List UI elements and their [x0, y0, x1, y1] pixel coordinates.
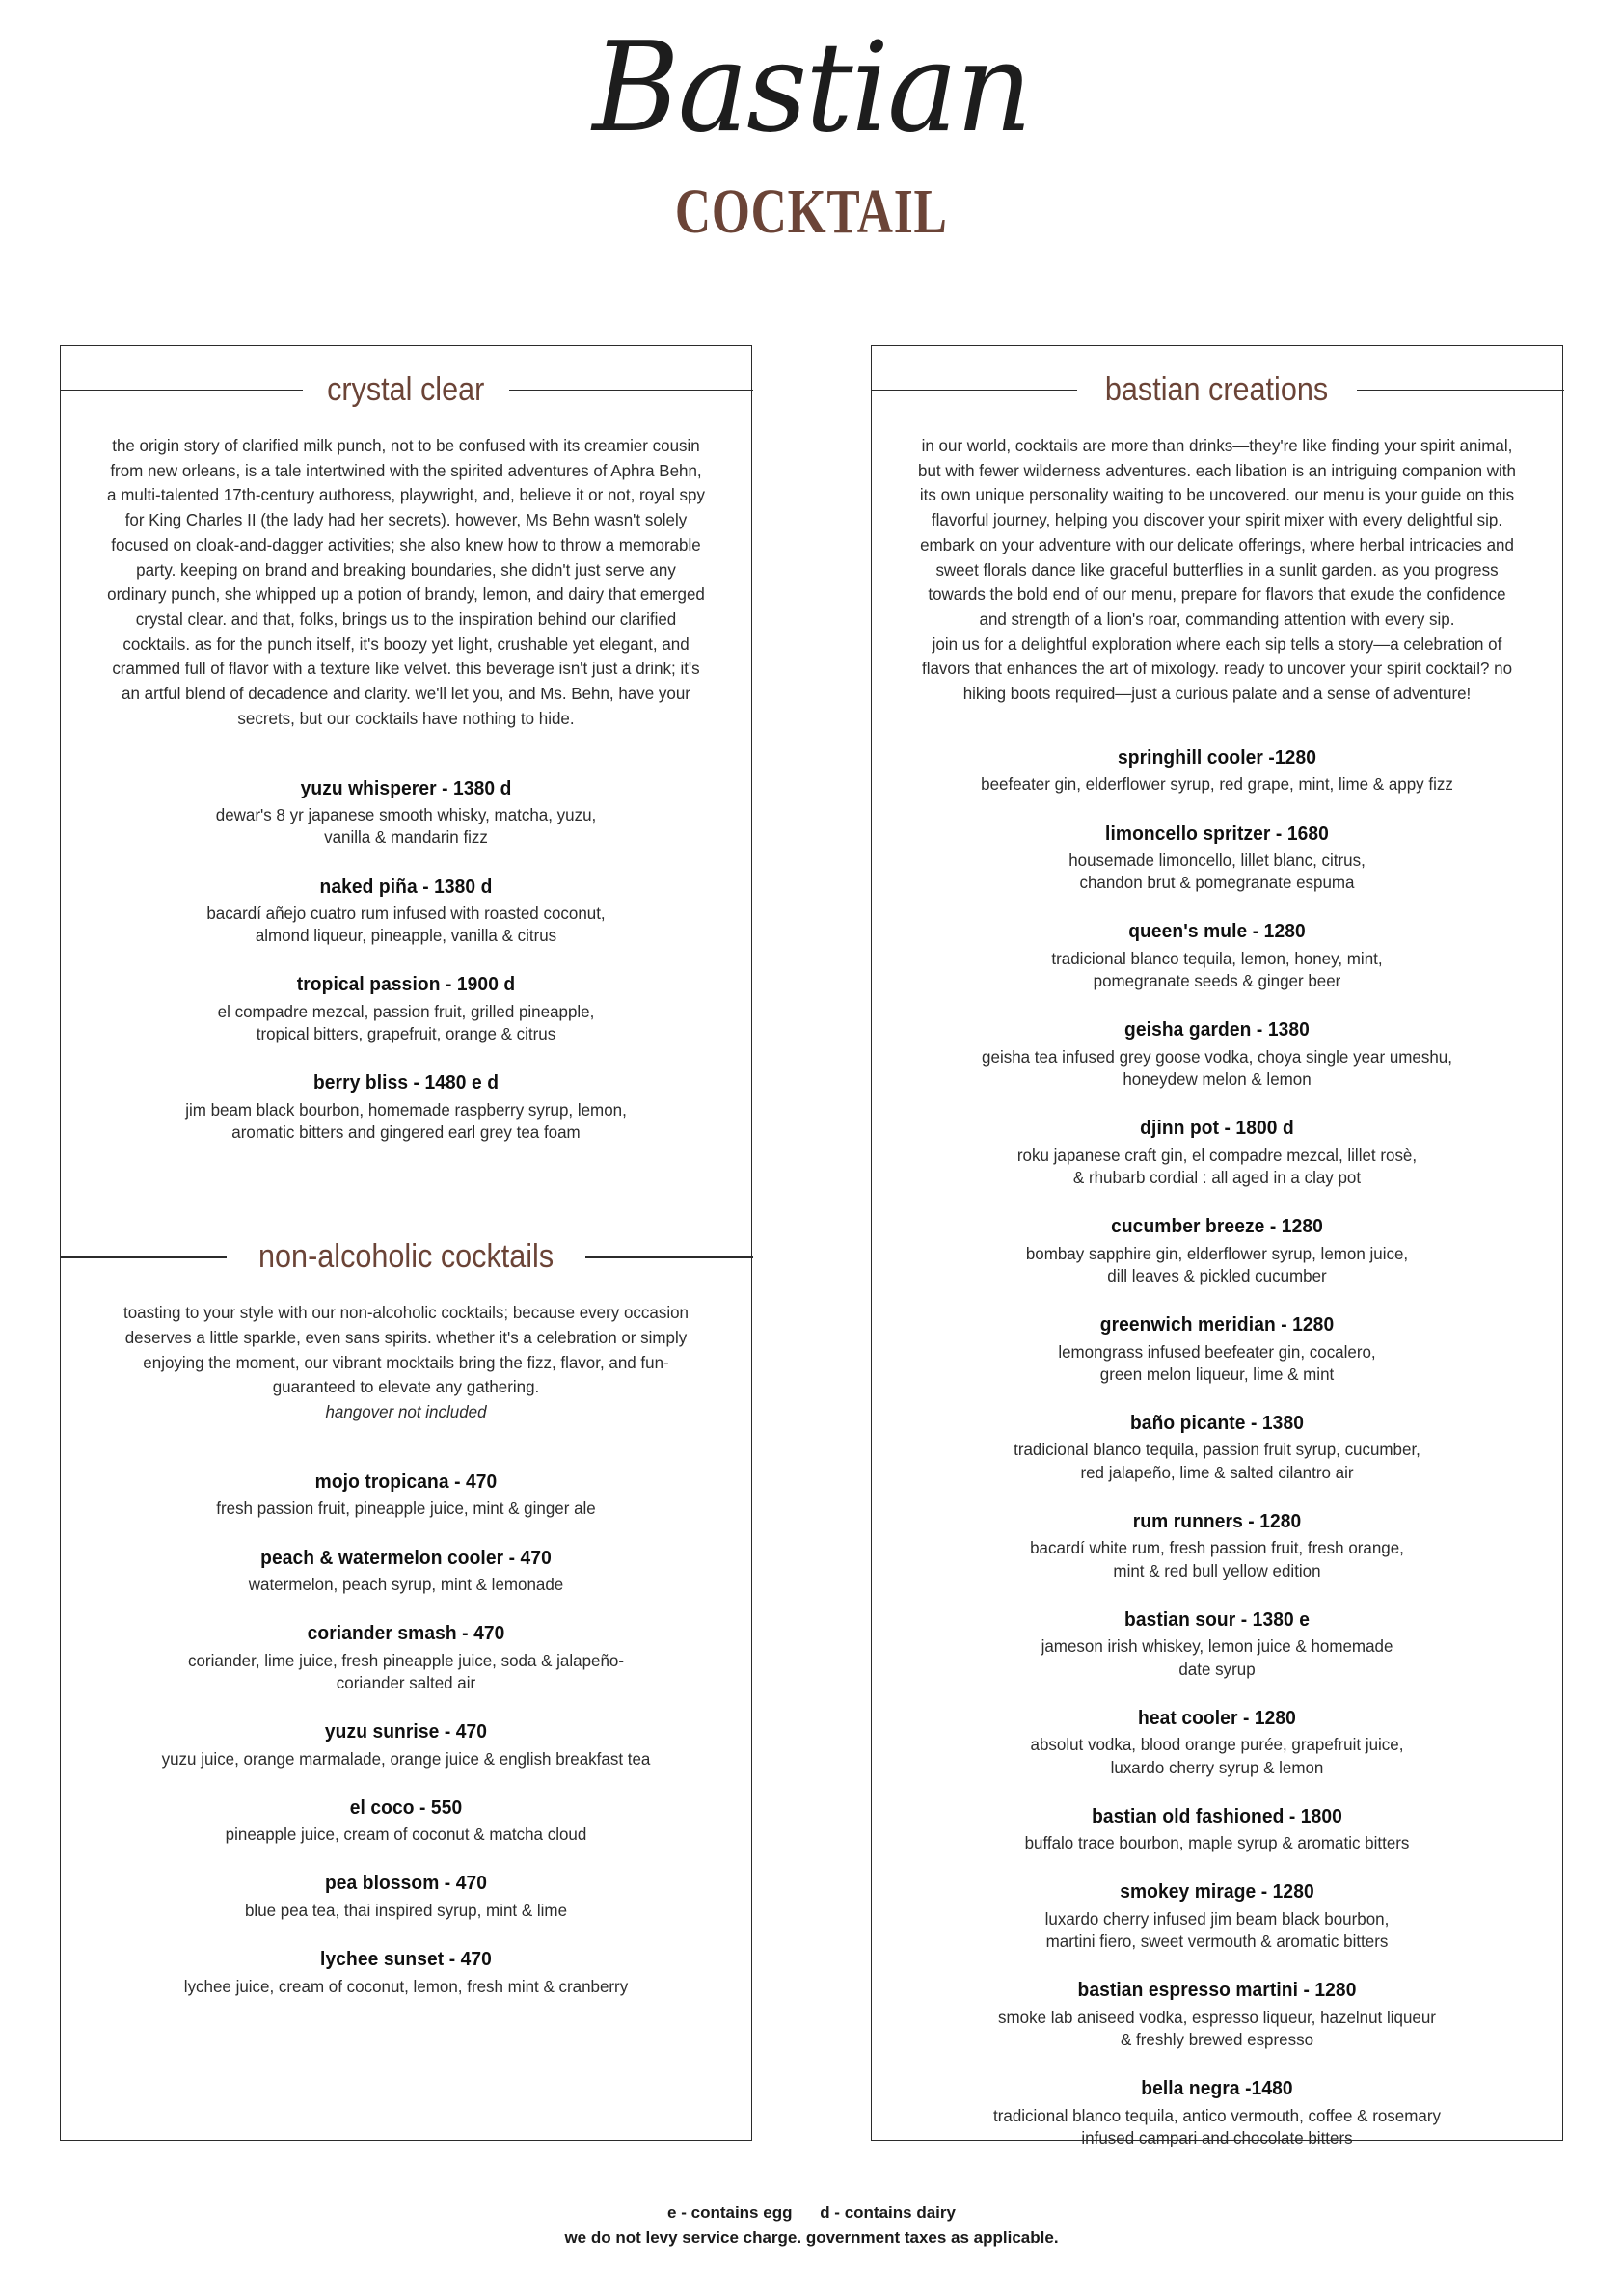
menu-item [885, 919, 1549, 992]
section-title-non-alcoholic: non-alcoholic cocktails [257, 1238, 555, 1276]
item-name: baño picante - 1380 [1129, 1413, 1304, 1435]
menu-item [74, 875, 738, 948]
item-description: absolut vodka, blood orange purée, grapefruit juice, luxardo cherry syrup & lemon [1030, 1735, 1404, 1777]
item-name: limoncello spritzer - 1680 [1105, 823, 1329, 845]
item-description: beefeater gin, elderflower syrup, red grape, mint, lime & appy fizz [981, 774, 1453, 795]
menu-header [0, 0, 1623, 249]
item-description: watermelon, peach syrup, mint & lemonade [248, 1574, 564, 1594]
crystal-clear-intro-text: the origin story of clarified milk punch, not to be confused with its creamier cousin from new orleans, is a tale intertwined with the spirited adventures of Aphra Behn, a multi-talented 17th-century authoress, playwright, and, believe it or not, royal spy for King Charles II (the lady had her secrets). however, Ms Behn wasn't solely focused on cloak-and-dagger activities; she also knew how to throw a memorable party. keeping on brand and breaking boundaries, she didn't just serve any ordinary punch, she whipped up a potion of brandy, lemon, and dairy that emerged crystal clear. and that, folks, brings us to the inspiration behind our clarified cocktails. as for the punch itself, it's boozy yet light, crushable yet elegant, and crammed full of flavor with a texture like velvet. this beverage isn't just a drink; it's an artful blend of decadence and clarity. we'll let you, and Ms. Behn, have your secrets, but our cocktails have nothing to hide. [107, 436, 705, 728]
menu-item [74, 1070, 738, 1144]
item-description: yuzu juice, orange marmalade, orange juice & english breakfast tea [161, 1748, 651, 1769]
item-name: coriander smash - 470 [307, 1623, 505, 1645]
menu-item [74, 1719, 738, 1770]
menu-item [74, 1470, 738, 1521]
item-description: luxardo cherry infused jim beam black bourbon, martini fiero, sweet vermouth & aromatic bitters [1044, 1908, 1390, 1952]
item-name: mojo tropicana - 470 [314, 1471, 498, 1493]
item-description: jim beam black bourbon, homemade raspberry syrup, lemon, aromatic bitters and gingered earl grey tea foam [185, 1099, 627, 1143]
item-description: lychee juice, cream of coconut, lemon, fresh mint & cranberry [183, 1976, 629, 1996]
item-description: bacardí añejo cuatro rum infused with roasted coconut, almond liqueur, pineapple, vanilla & citrus [206, 903, 606, 946]
menu-columns [0, 345, 1623, 2147]
section-header-non-alcoholic [61, 1238, 751, 1276]
menu-item [885, 1879, 1549, 1953]
menu-item [885, 1214, 1549, 1287]
crystal-clear-intro [105, 434, 708, 732]
item-name: naked piña - 1380 d [319, 876, 493, 898]
item-name: bastian sour - 1380 e [1124, 1608, 1310, 1631]
dairy-legend: d - contains dairy [820, 2203, 956, 2222]
menu-item [885, 1411, 1549, 1484]
rule-right-icon [1357, 390, 1564, 392]
item-name: cucumber breeze - 1280 [1111, 1216, 1323, 1238]
item-description: el compadre mezcal, passion fruit, grilled pineapple, tropical bitters, grapefruit, orange & citrus [217, 1001, 595, 1044]
menu-item [885, 1509, 1549, 1582]
item-description: pineapple juice, cream of coconut & matcha cloud [225, 1824, 587, 1845]
item-name: el coco - 550 [349, 1796, 463, 1819]
menu-item [885, 1804, 1549, 1855]
item-description: buffalo trace bourbon, maple syrup & aromatic bitters [1024, 1833, 1410, 1853]
non-alcoholic-intro-italic: hangover not included [325, 1402, 487, 1422]
item-name: berry bliss - 1480 e d [312, 1072, 500, 1094]
item-name: bastian espresso martini - 1280 [1077, 1980, 1357, 2002]
menu-item [74, 776, 738, 850]
item-name: queen's mule - 1280 [1128, 921, 1306, 943]
rule-left-icon [60, 1256, 227, 1258]
menu-item [74, 1796, 738, 1847]
right-column [871, 345, 1563, 2147]
bastian-creations-intro [916, 434, 1519, 707]
menu-item [74, 972, 738, 1045]
menu-item [885, 822, 1549, 895]
section-spacer [74, 1169, 738, 1213]
menu-item [885, 1978, 1549, 2051]
item-description: jameson irish whiskey, lemon juice & homemade date syrup [1041, 1636, 1393, 1679]
item-name: greenwich meridian - 1280 [1099, 1314, 1335, 1337]
item-description: blue pea tea, thai inspired syrup, mint & lime [244, 1900, 568, 1920]
item-description: tradicional blanco tequila, lemon, honey, mint, pomegranate seeds & ginger beer [1051, 948, 1383, 991]
item-description: bombay sapphire gin, elderflower syrup, lemon juice, dill leaves & pickled cucumber [1025, 1243, 1409, 1285]
bastian-creations-items [885, 745, 1549, 2149]
menu-item [74, 1947, 738, 1998]
rule-left-icon [871, 390, 1078, 392]
rule-right-icon [509, 390, 753, 392]
item-description: dewar's 8 yr japanese smooth whisky, matcha, yuzu, vanilla & mandarin fizz [215, 805, 597, 848]
item-name: yuzu sunrise - 470 [324, 1721, 488, 1743]
item-name: heat cooler - 1280 [1138, 1707, 1296, 1729]
non-alcoholic-intro-text: toasting to your style with our non-alcoholic cocktails; because every occasion deserves a little sparkle, even sans spirits. whether it's a celebration or simply enjoying the moment, our vibrant mocktails bring the fizz, flavor, and fun-guaranteed to elevate any gathering. [123, 1303, 689, 1397]
section-title-crystal-clear: crystal clear [327, 371, 485, 408]
item-description: lemongrass infused beefeater gin, cocalero, green melon liqueur, lime & mint [1058, 1341, 1376, 1384]
item-name: peach & watermelon cooler - 470 [260, 1547, 552, 1569]
item-description: bacardí white rum, fresh passion fruit, fresh orange, mint & red bull yellow edition [1030, 1538, 1404, 1580]
item-name: smokey mirage - 1280 [1120, 1881, 1314, 1904]
item-description: housemade limoncello, lillet blanc, citrus, chandon brut & pomegranate espuma [1068, 850, 1366, 893]
item-name: rum runners - 1280 [1132, 1511, 1302, 1533]
item-description: fresh passion fruit, pineapple juice, mint & ginger ale [216, 1499, 596, 1519]
item-name: lychee sunset - 470 [320, 1949, 492, 1971]
section-header-bastian-creations [872, 371, 1562, 409]
egg-legend: e - contains egg [667, 2203, 793, 2222]
crystal-clear-items [74, 776, 738, 1145]
bastian-creations-intro-text: in our world, cocktails are more than drinks—they're like finding your spirit animal, but with fewer wilderness adventures. each libation is an intriguing companion with its own unique personality waiting to be uncovered. our menu is your guide on this flavorful journey, helping you discover your spirit mixer with every delightful sip. embark on your adventure with our delicate offerings, where herbal intricacies and sweet florals dance like graceful butterflies in a sunlit garden. as you progress towards the bold end of our menu, prepare for flavors that exude the confidence and strength of a lion's roar, commanding attention with every sip. join us for a delightful exploration where each sip tells a story—a celebration of flavors that enhances the art of mixology. ready to uncover your spirit cocktail? no hiking boots required—just a curious palate and a sense of adventure! [918, 436, 1516, 704]
section-title-bastian-creations: bastian creations [1105, 371, 1329, 408]
item-description: geisha tea infused grey goose vodka, choya single year umeshu, honeydew melon & lemon [982, 1046, 1452, 1090]
item-description: roku japanese craft gin, el compadre mezcal, lillet rosè, & rhubarb cordial : all aged in a clay pot [1016, 1145, 1418, 1187]
rule-left-icon [60, 390, 304, 392]
non-alcoholic-items [74, 1470, 738, 1998]
rule-right-icon [585, 1256, 752, 1258]
item-name: djinn pot - 1800 d [1140, 1118, 1294, 1140]
allergen-legend [0, 2201, 1623, 2226]
item-description: coriander, lime juice, fresh pineapple juice, soda & jalapeño- coriander salted air [187, 1650, 624, 1692]
item-name: bastian old fashioned - 1800 [1092, 1805, 1342, 1827]
menu-item [885, 1017, 1549, 1091]
item-name: pea blossom - 470 [324, 1873, 488, 1895]
item-name: tropical passion - 1900 d [296, 974, 516, 996]
item-description: smoke lab aniseed vodka, espresso liqueur, hazelnut liqueur & freshly brewed espresso [998, 2007, 1436, 2050]
non-alcoholic-intro [105, 1301, 708, 1425]
menu-item [885, 1607, 1549, 1681]
page-title: COCKTAIL [675, 176, 948, 247]
menu-item [885, 745, 1549, 797]
menu-item [885, 1116, 1549, 1189]
menu-item [74, 1546, 738, 1597]
item-name: springhill cooler -1280 [1117, 746, 1317, 769]
item-name: yuzu whisperer - 1380 d [300, 777, 512, 799]
section-header-crystal-clear [61, 371, 751, 409]
menu-item [885, 1312, 1549, 1386]
menu-item [885, 2076, 1549, 2149]
menu-footer [0, 2201, 1623, 2250]
brand-logo: Bastian [592, 16, 1031, 160]
menu-item [74, 1621, 738, 1694]
item-name: geisha garden - 1380 [1124, 1019, 1310, 1041]
service-charge-note: we do not levy service charge. government taxes as applicable. [564, 2228, 1059, 2247]
item-description: tradicional blanco tequila, passion fruit syrup, cucumber, red jalapeño, lime & salted cilantro air [1014, 1440, 1420, 1482]
menu-item [74, 1871, 738, 1922]
left-column [60, 345, 752, 2141]
menu-item [885, 1706, 1549, 1779]
item-description: tradicional blanco tequila, antico vermouth, coffee & rosemary infused campari and chocolate bitters [993, 2105, 1441, 2147]
item-name: bella negra -1480 [1141, 2078, 1293, 2100]
